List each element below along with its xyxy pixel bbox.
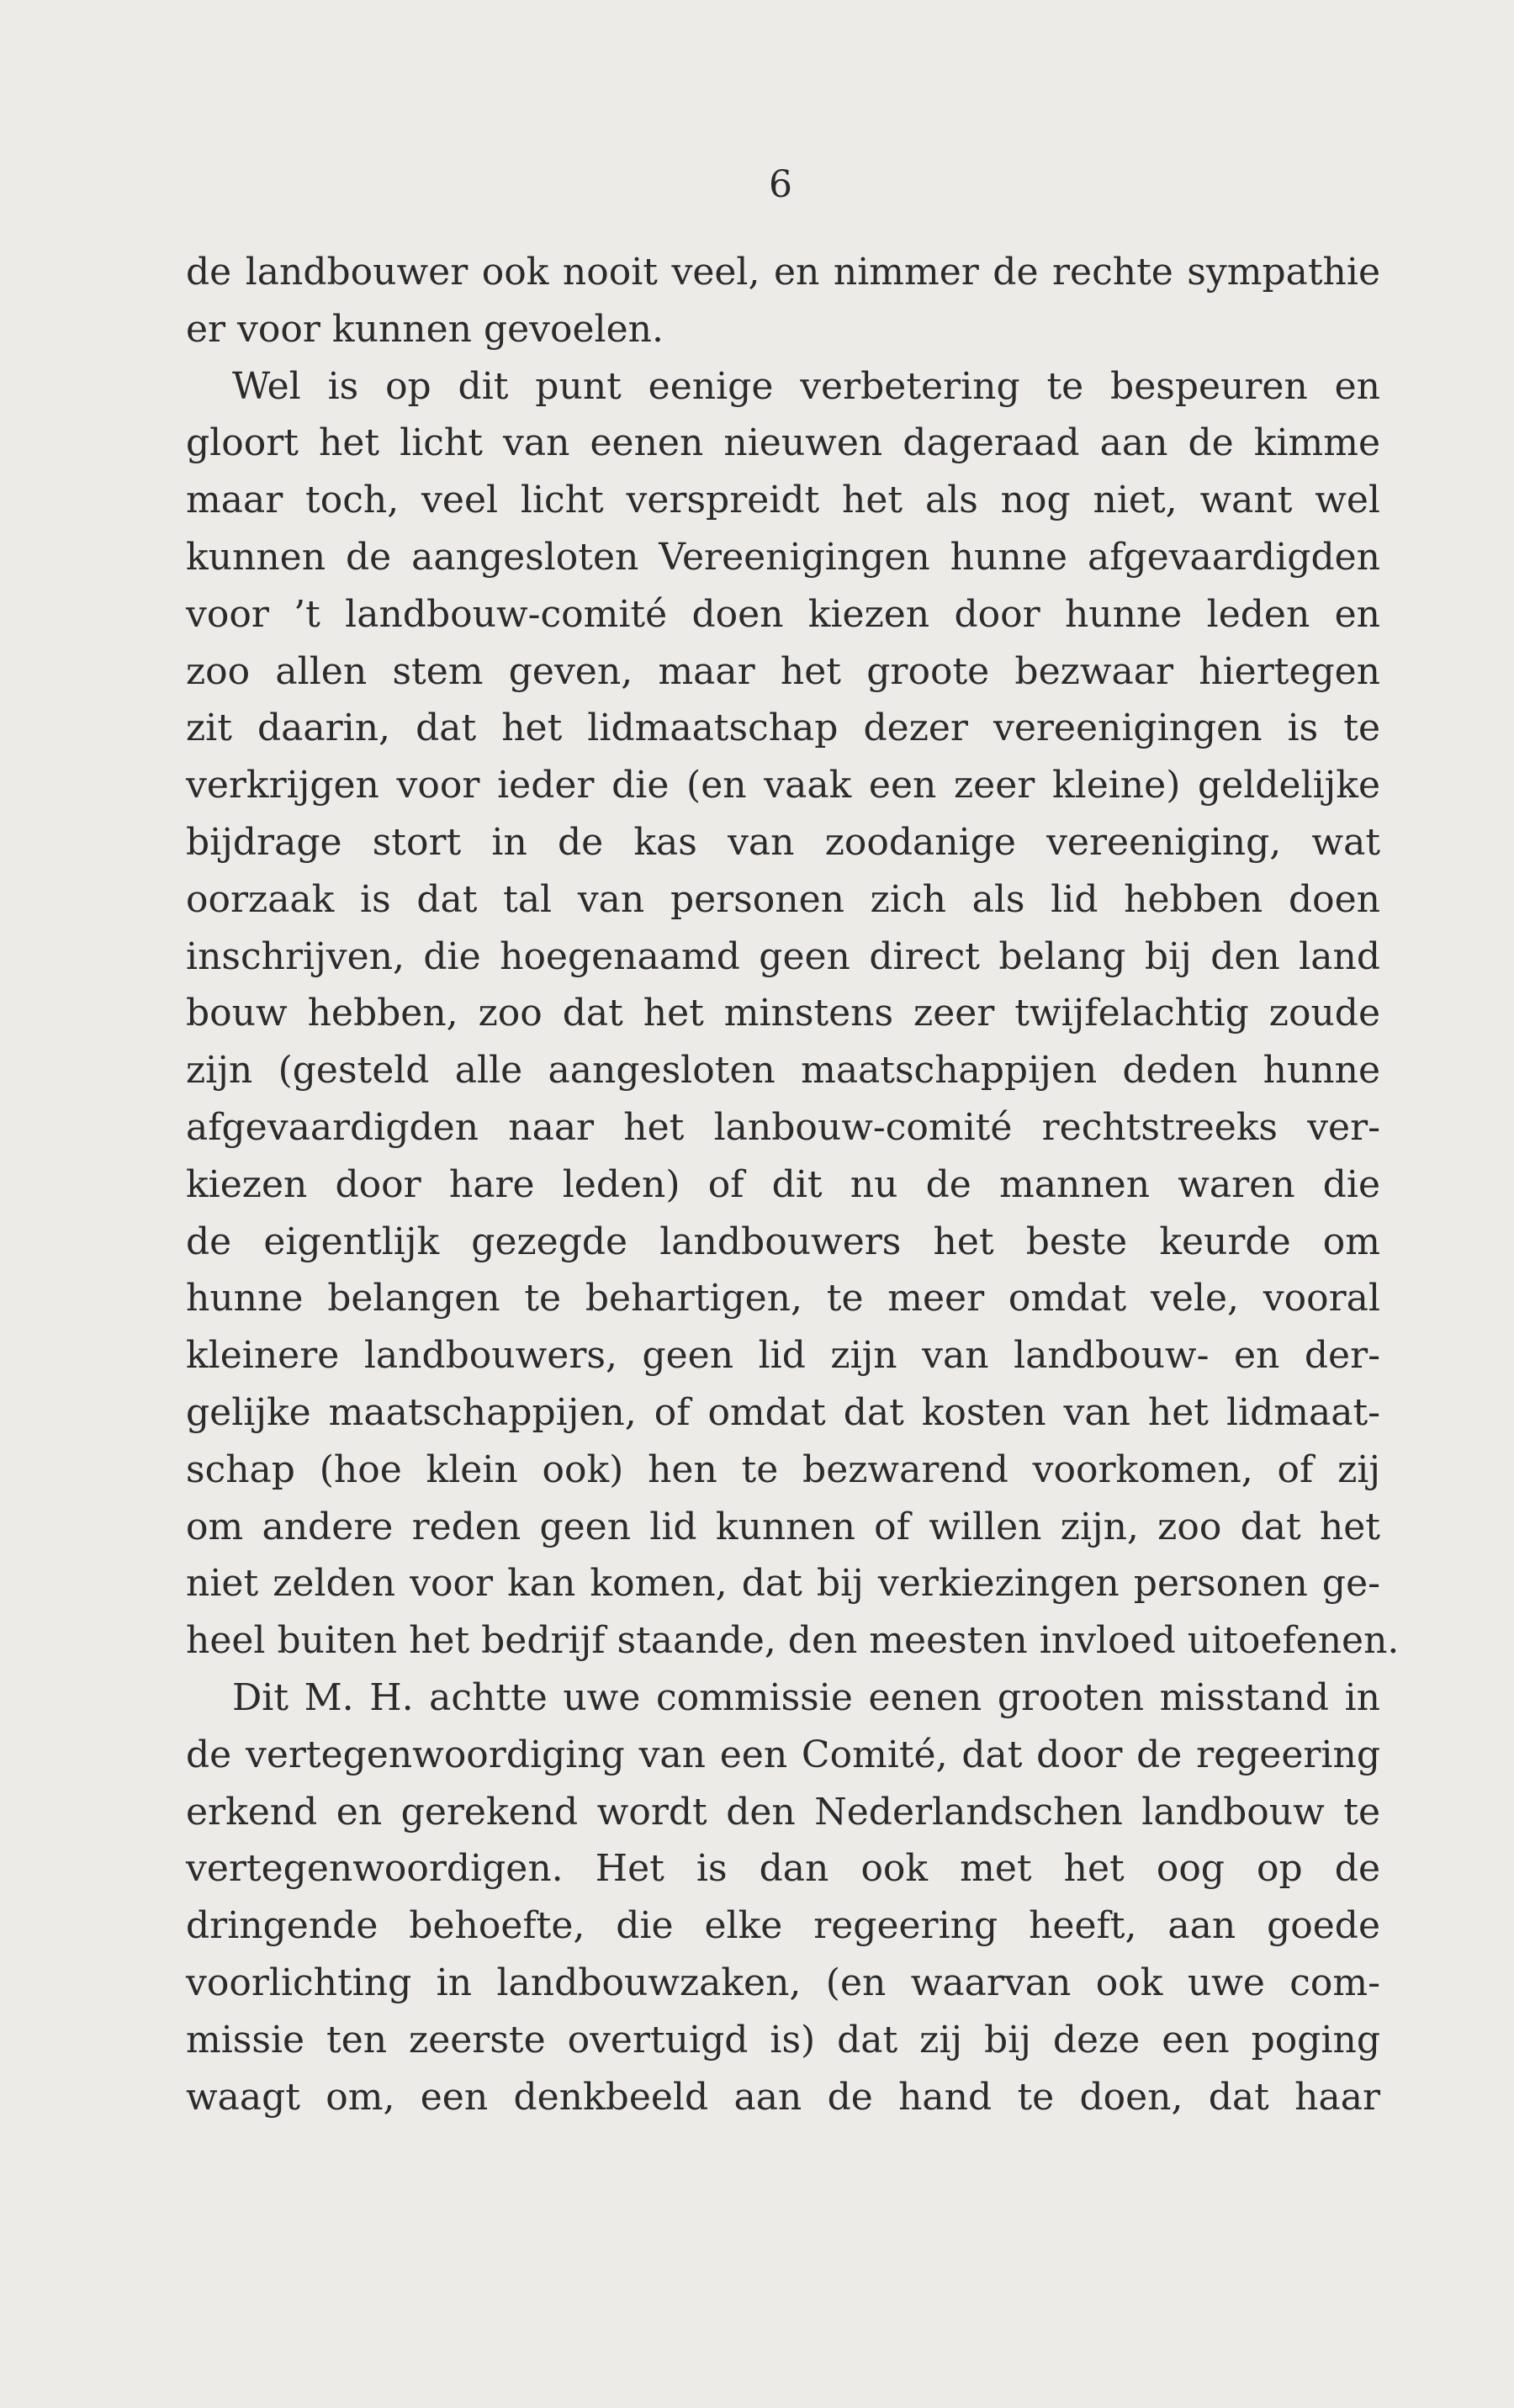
text-line: inschrijven, die hoegenaamd geen direct belang bij den land <box>186 934 1380 978</box>
body-text <box>186 244 1400 2125</box>
text-line: kleinere landbouwers, geen lid zijn van landbouw- en der- <box>186 1334 1380 1378</box>
text-line: bouw hebben, zoo dat het minstens zeer twijfelachtig zoude <box>186 992 1380 1035</box>
text-line: verkrijgen voor ieder die (en vaak een zeer kleine) geldelijke <box>186 764 1380 807</box>
text-line: vertegenwoordigen. Het is dan ook met het oog op de <box>186 1847 1380 1891</box>
text-line: zit daarin, dat het lidmaatschap dezer vereenigingen is te <box>186 707 1380 750</box>
page-number: 6 <box>769 163 792 206</box>
text-line: er voor kunnen gevoelen. <box>186 307 664 351</box>
text-line: erkend en gerekend wordt den Nederlandschen landbouw te <box>186 1790 1380 1834</box>
text-line: de vertegenwoordiging van een Comité, dat door de regeering <box>186 1733 1380 1776</box>
text-line: maar toch, veel licht verspreidt het als nog niet, want wel <box>186 479 1380 522</box>
text-line: voorlichting in landbouwzaken, (en waarvan ook uwe com- <box>186 1961 1380 2004</box>
text-line: gelijke maatschappijen, of omdat dat kosten van het lidmaat- <box>186 1390 1380 1434</box>
text-line: kunnen de aangesloten Vereenigingen hunne afgevaardigden <box>186 535 1380 579</box>
text-line: Dit M. H. achtte uwe commissie eenen grooten misstand in <box>232 1675 1380 1719</box>
text-line: de eigentlijk gezegde landbouwers het beste keurde om <box>186 1220 1380 1263</box>
text-line: hunne belangen te behartigen, te meer omdat vele, vooral <box>186 1277 1380 1320</box>
text-line: kiezen door hare leden) of dit nu de mannen waren die <box>186 1162 1380 1206</box>
text-line: oorzaak is dat tal van personen zich als lid hebben doen <box>186 877 1380 921</box>
text-line: heel buiten het bedrijf staande, den meesten invloed uitoefenen. <box>186 1619 1400 1663</box>
text-line: niet zelden voor kan komen, dat bij verkiezingen personen ge- <box>186 1562 1380 1606</box>
text-line: om andere reden geen lid kunnen of willen zijn, zoo dat het <box>186 1505 1380 1548</box>
text-line: dringende behoefte, die elke regeering heeft, aan goede <box>186 1904 1380 1948</box>
text-line: zijn (gesteld alle aangesloten maatschappijen deden hunne <box>186 1049 1380 1093</box>
text-line: missie ten zeerste overtuigd is) dat zij bij deze een poging <box>186 2018 1380 2061</box>
text-line: voor ’t landbouw-comité doen kiezen door hunne leden en <box>186 592 1380 636</box>
text-line: bijdrage stort in de kas van zoodanige vereeniging, wat <box>186 820 1380 864</box>
text-line: waagt om, een denkbeeld aan de hand te doen, dat haar <box>186 2075 1380 2119</box>
text-line: schap (hoe klein ook) hen te bezwarend voorkomen, of zij <box>186 1447 1380 1491</box>
text-line: gloort het licht van eenen nieuwen dageraad aan de kimme <box>186 421 1380 465</box>
text-line: zoo allen stem geven, maar het groote bezwaar hiertegen <box>186 649 1380 693</box>
text-line: de landbouwer ook nooit veel, en nimmer de rechte sympathie <box>186 251 1380 294</box>
text-line: afgevaardigden naar het lanbouw-comité rechtstreeks ver- <box>186 1105 1380 1149</box>
text-line: Wel is op dit punt eenige verbetering te bespeuren en <box>232 364 1380 408</box>
